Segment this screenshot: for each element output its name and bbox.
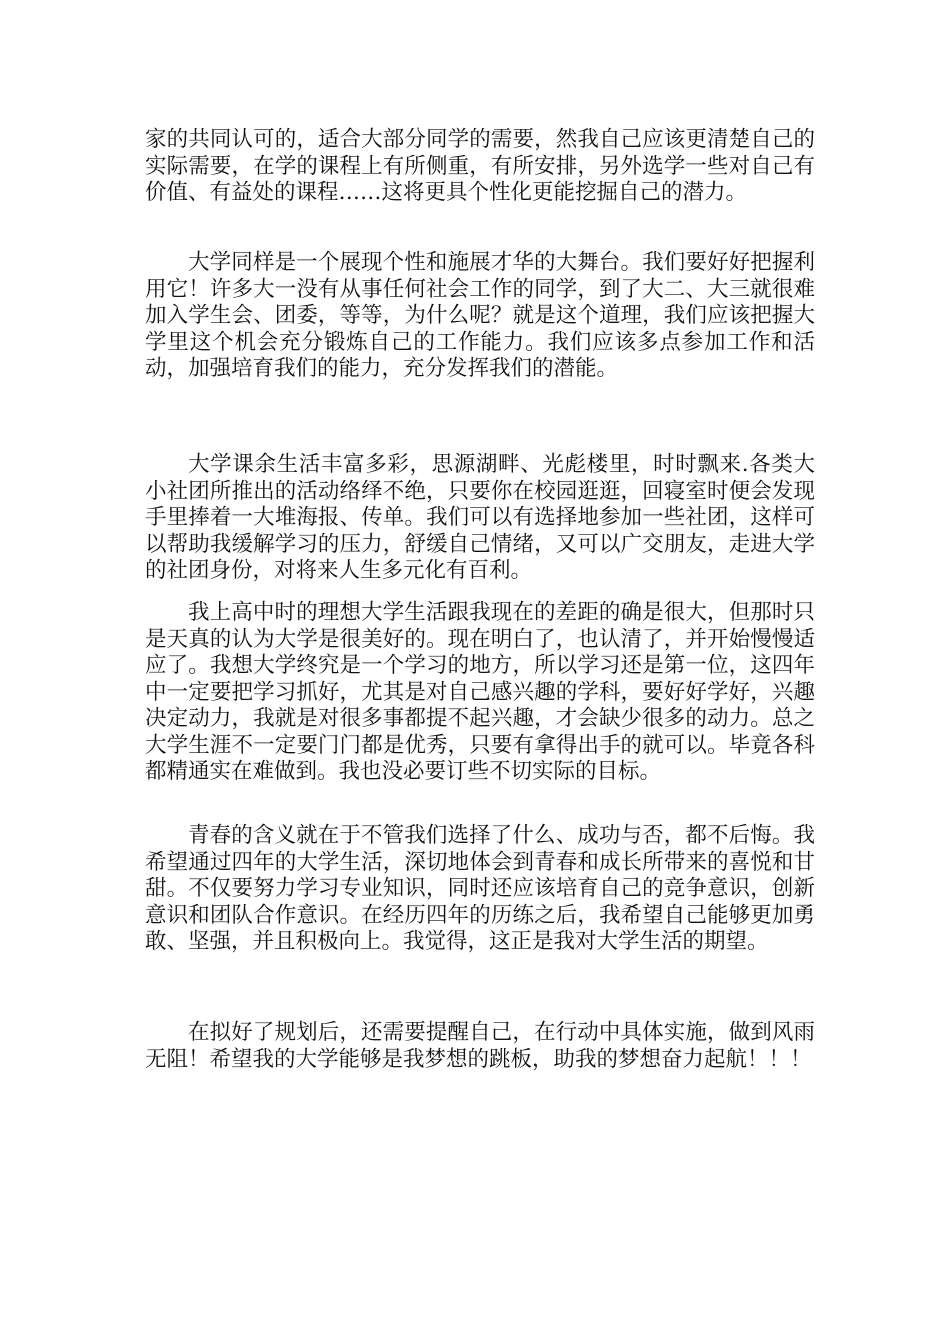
paragraph-continuation xyxy=(145,127,815,207)
paragraph-text: 在拟好了规划后，还需要提醒自己，在行动中具体实施，做到风雨无阻！希望我的大学能够是我梦想的跳板，助我的梦想奋力起航！！！ xyxy=(145,1020,815,1072)
paragraph-text: 青春的含义就在于不管我们选择了什么、成功与否，都不后悔。我希望通过四年的大学生活，深切地体会到青春和成长所带来的喜悦和甘甜。不仅要努力学习专业知识，同时还应该培育自己的竞争意识，创新意识和团队合作意识。在经历四年的历练之后，我希望自己能够更加勇敢、坚强，并且积极向上。我觉得，这正是我对大学生活的期望。 xyxy=(145,823,815,954)
paragraph-youth-meaning xyxy=(145,823,815,956)
paragraph-clubs xyxy=(145,452,815,585)
paragraph-text: 家的共同认可的，适合大部分同学的需要，然我自己应该更清楚自己的实际需要，在学的课程上有所侧重，有所安排，另外选学一些对自己有价值、有益处的课程……这将更具个性化更能挖掘自己的潜力。 xyxy=(145,127,815,205)
paragraph-student-union xyxy=(145,250,815,383)
paragraph-text: 我上高中时的理想大学生活跟我现在的差距的确是很大，但那时只是天真的认为大学是很美好的。现在明白了，也认清了，并开始慢慢适应了。我想大学终究是一个学习的地方，所以学习还是第一位，这四年中一定要把学习抓好，尤其是对自己感兴趣的学科，要好好学好，兴趣决定动力，我就是对很多事都提不起兴趣，才会缺少很多的动力。总之大学生涯不一定要门门都是优秀，只要有拿得出手的就可以。毕竟各科都精通实在难做到。我也没必要订些不切实际的目标。 xyxy=(145,600,815,784)
paragraph-text: 大学同样是一个展现个性和施展才华的大舞台。我们要好好把握利用它！许多大一没有从事任何社会工作的同学，到了大二、大三就很难加入学生会、团委，等等，为什么呢？就是这个道理，我们应该把握大学里这个机会充分锻炼自己的工作能力。我们应该多点参加工作和活动，加强培育我们的能力，充分发挥我们的潜能。 xyxy=(145,250,815,381)
paragraph-high-school-ideal xyxy=(145,600,815,786)
paragraph-closing xyxy=(145,1020,815,1073)
paragraph-text: 大学课余生活丰富多彩，思源湖畔、光彪楼里，时时飘来.各类大小社团所推出的活动络绎不绝，只要你在校园逛逛，回寝室时便会发现手里捧着一大堆海报、传单。我们可以有选择地参加一些社团，这样可以帮助我缓解学习的压力，舒缓自己情绪，又可以广交朋友，走进大学的社团身份，对将来人生多元化有百利。 xyxy=(145,452,815,583)
